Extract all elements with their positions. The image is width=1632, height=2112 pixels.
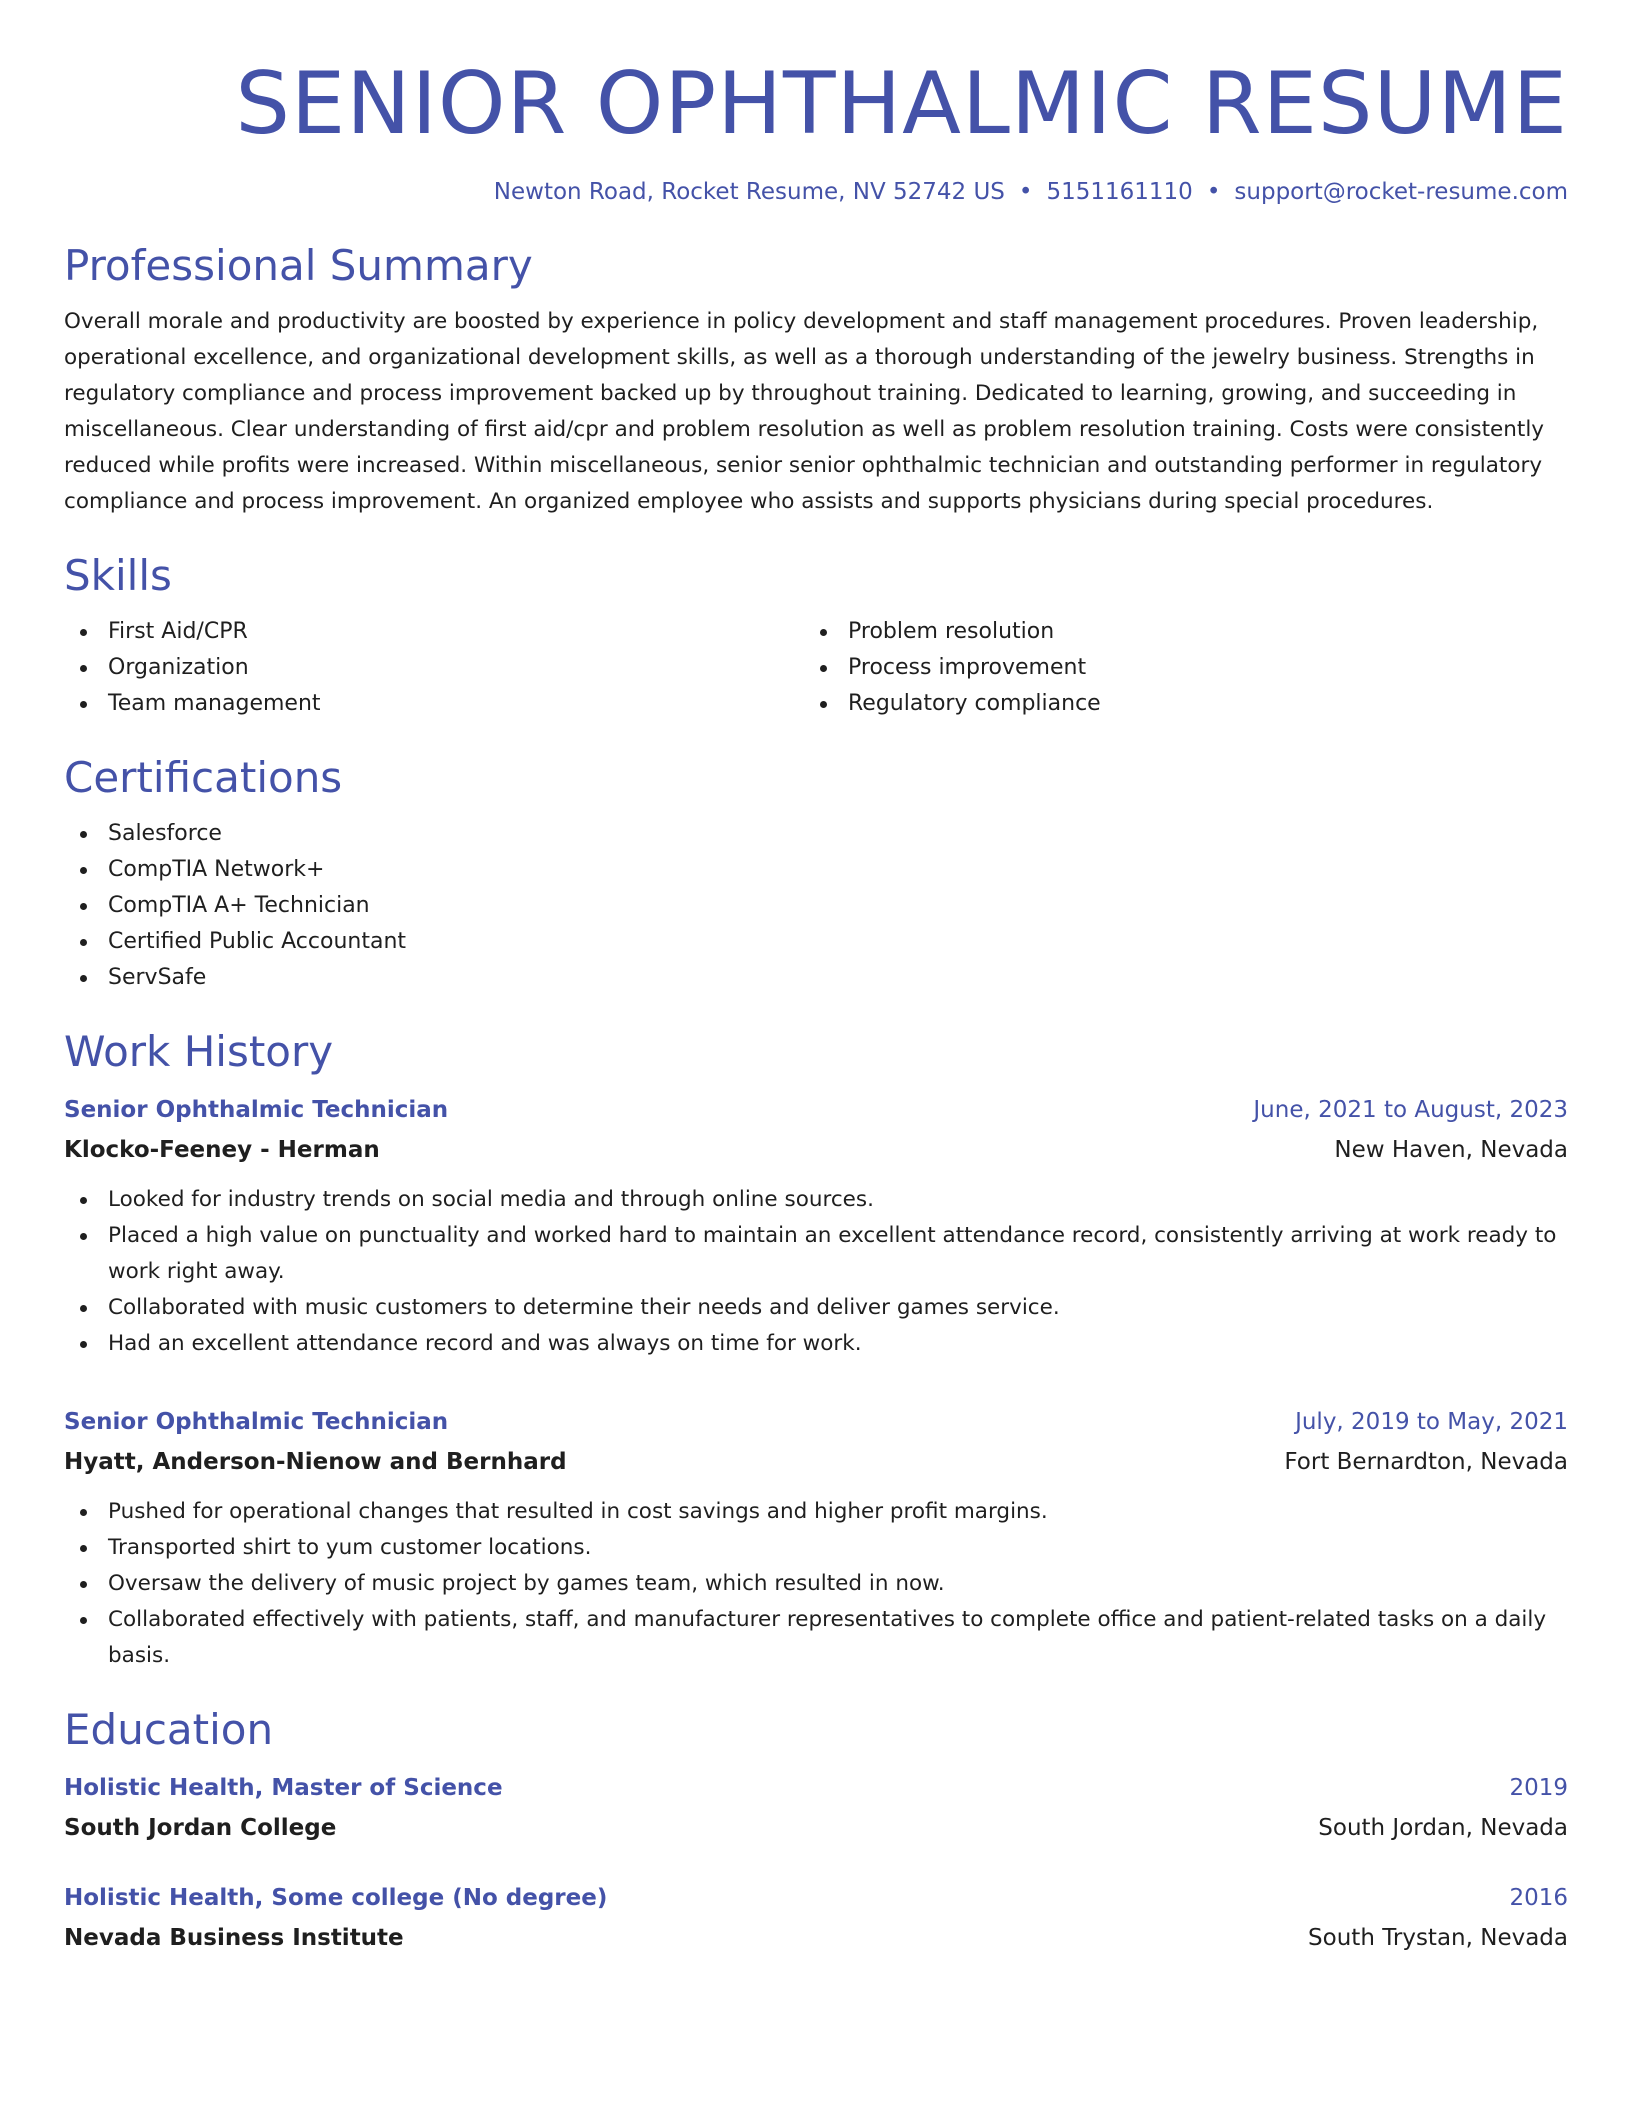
education-degree: Holistic Health, Some college (No degree) (64, 1885, 608, 1911)
skill-item: First Aid/CPR (64, 614, 804, 650)
resume-header (64, 48, 1568, 208)
skills-list-right (804, 614, 1544, 722)
education-degree: Holistic Health, Master of Science (64, 1775, 503, 1801)
education-section (64, 1704, 1568, 1958)
education-header-row (64, 1878, 1568, 1918)
job-duty-item: Pushed for operational changes that resulted in cost savings and higher profit margins. (64, 1494, 1568, 1530)
education-year: 2019 (1509, 1775, 1568, 1801)
summary-heading: Professional Summary (64, 241, 533, 290)
job-duty-item: Collaborated with music customers to determine their needs and deliver games service. (64, 1290, 1568, 1326)
education-entry (64, 1768, 1568, 1848)
certifications-section (64, 752, 1568, 996)
work-history-heading: Work History (64, 1027, 334, 1076)
summary-section (64, 240, 1568, 520)
summary-text: Overall morale and productivity are boosted by experience in policy development and staff management procedures. Proven leadership, operational excellence, and organizational development skills, as well as a thorough understanding of the jewelry business. Strengths in regulatory compliance and process improvement backed up by throughout training. Dedicated to learning, growing, and succeeding in miscellaneous. Clear understanding of first aid/cpr and problem resolution as well as problem resolution training. Costs were consistently reduced while profits were increased. Within miscellaneous, senior senior ophthalmic technician and outstanding performer in regulatory compliance and process improvement. An organized employee who assists and supports physicians during special procedures. (64, 309, 1545, 514)
skill-item: Team management (64, 686, 804, 722)
job-company: Klocko-Feeney - Herman (64, 1137, 380, 1163)
separator-dot: • (1018, 179, 1033, 205)
job-entry (64, 1090, 1568, 1362)
job-duty-item: Had an excellent attendance record and was always on time for work. (64, 1326, 1568, 1362)
resume-title: SENIOR OPHTHALMIC RESUME (235, 54, 1568, 154)
job-header-row (64, 1090, 1568, 1130)
skills-section (64, 550, 1568, 722)
education-school: South Jordan College (64, 1815, 337, 1841)
job-company-row (64, 1130, 1568, 1170)
certification-item: CompTIA Network+ (64, 852, 1568, 888)
job-company-row (64, 1442, 1568, 1482)
education-year: 2016 (1509, 1885, 1568, 1911)
contact-address: Newton Road, Rocket Resume, NV 52742 US (493, 179, 1005, 205)
certification-item: CompTIA A+ Technician (64, 888, 1568, 924)
certification-item: ServSafe (64, 960, 1568, 996)
job-duty-item: Looked for industry trends on social media and through online sources. (64, 1182, 1568, 1218)
job-duty-item: Collaborated effectively with patients, staff, and manufacturer representatives to complete office and patient-related tasks on a daily basis. (64, 1602, 1568, 1674)
skill-item: Process improvement (804, 650, 1544, 686)
education-location: South Trystan, Nevada (1308, 1925, 1568, 1951)
skill-item: Organization (64, 650, 804, 686)
job-location: Fort Bernardton, Nevada (1284, 1449, 1568, 1475)
skills-list-left (64, 614, 804, 722)
job-duty-item: Transported shirt to yum customer locations. (64, 1530, 1568, 1566)
job-location: New Haven, Nevada (1334, 1137, 1568, 1163)
contact-phone: 5151161110 (1046, 179, 1193, 205)
job-entry (64, 1402, 1568, 1674)
skills-grid (64, 614, 1568, 722)
education-location: South Jordan, Nevada (1318, 1815, 1568, 1841)
job-title: Senior Ophthalmic Technician (64, 1097, 449, 1123)
job-dates: June, 2021 to August, 2023 (1253, 1097, 1568, 1123)
skills-heading: Skills (64, 551, 172, 600)
work-history-section (64, 1026, 1568, 1674)
certification-item: Certified Public Accountant (64, 924, 1568, 960)
job-header-row (64, 1402, 1568, 1442)
skill-item: Problem resolution (804, 614, 1544, 650)
education-entry (64, 1878, 1568, 1958)
education-school: Nevada Business Institute (64, 1925, 404, 1951)
job-duty-item: Placed a high value on punctuality and worked hard to maintain an excellent attendance record, consistently arriving at work ready to work right away. (64, 1218, 1568, 1290)
job-title: Senior Ophthalmic Technician (64, 1409, 449, 1435)
certifications-list (64, 816, 1568, 996)
education-heading: Education (64, 1705, 274, 1754)
skill-item: Regulatory compliance (804, 686, 1544, 722)
education-header-row (64, 1768, 1568, 1808)
contact-email: support@rocket-resume.com (1234, 179, 1568, 205)
job-duty-item: Oversaw the delivery of music project by games team, which resulted in now. (64, 1566, 1568, 1602)
separator-dot: • (1206, 179, 1221, 205)
certifications-heading: Certifications (64, 753, 343, 802)
job-duties (64, 1182, 1568, 1362)
education-school-row (64, 1808, 1568, 1848)
job-dates: July, 2019 to May, 2021 (1295, 1409, 1568, 1435)
job-company: Hyatt, Anderson-Nienow and Bernhard (64, 1449, 567, 1475)
education-school-row (64, 1918, 1568, 1958)
job-duties (64, 1494, 1568, 1674)
contact-line (64, 176, 1568, 208)
certification-item: Salesforce (64, 816, 1568, 852)
